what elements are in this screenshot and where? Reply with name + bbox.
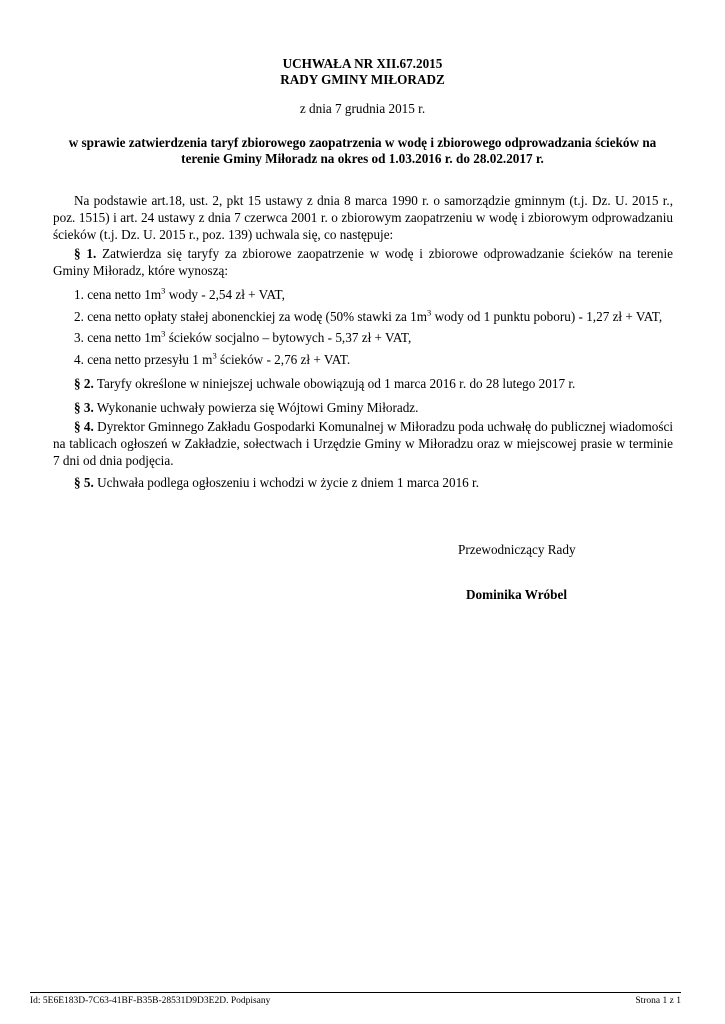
tariff-item-2 <box>53 308 694 325</box>
paragraph-5-mark: § 5. <box>74 475 94 490</box>
tariff-item-4-label: 4. cena netto przesyłu 1 m <box>74 352 213 367</box>
signatory-name: Dominika Wróbel <box>466 587 567 602</box>
tariff-item-3 <box>53 329 694 346</box>
paragraph-1-mark: § 1. <box>74 246 97 261</box>
tariff-item-1-label: 1. cena netto 1m <box>74 287 162 302</box>
paragraph-2-text: Taryfy określone w niniejszej uchwale obowiązują od 1 marca 2016 r. do 28 lutego 2017 r. <box>96 376 576 391</box>
paragraph-4-mark: § 4. <box>74 419 94 434</box>
tariff-item-1-sup: 3 <box>161 285 166 296</box>
subject-line-1: w sprawie zatwierdzenia taryf zbiorowego zaopatrzenia w wodę i zbiorowego odprowadzania ścieków na <box>68 135 657 150</box>
paragraph-2 <box>53 375 673 392</box>
tariff-item-4 <box>53 351 694 368</box>
tariff-item-4-sup: 3 <box>212 350 217 361</box>
paragraph-1-text: Zatwierdza się taryfy za zbiorowe zaopatrzenie w wodę i zbiorowe odprowadzanie ścieków na terenie Gminy Miłoradz, które wynoszą: <box>53 246 674 278</box>
paragraph-3 <box>53 399 673 416</box>
footer-divider <box>30 992 681 993</box>
page-number: Strona 1 z 1 <box>635 996 681 1006</box>
tariff-item-2-label: 2. cena netto opłaty stałej abonenckiej za wodę (50% stawki za 1m <box>74 309 428 324</box>
paragraph-5 <box>53 474 673 491</box>
paragraph-4-text: Dyrektor Gminnego Zakładu Gospodarki Komunalnej w Miłoradzu poda uchwałę do publicznej wiadomości na tablicach ogłoszeń w Zakładzie, sołectwach i Urzędzie Gminy w Miłoradzu oraz w miejscowej prasie w terminie 7 dni od dnia podjęcia. <box>53 419 674 468</box>
document-id: Id: 5E6E183D-7C63-41BF-B35B-28531D9D3E2D. Podpisany <box>30 996 271 1006</box>
tariff-item-2-sup: 3 <box>427 307 432 318</box>
resolution-title: UCHWAŁA NR XII.67.2015 <box>282 56 443 71</box>
resolution-date: z dnia 7 grudnia 2015 r. <box>299 101 426 116</box>
paragraph-5-text: Uchwała podlega ogłoszeniu i wchodzi w życie z dniem 1 marca 2016 r. <box>97 475 480 490</box>
tariff-item-3-sup: 3 <box>161 328 166 339</box>
tariff-item-2-value: wody od 1 punktu poboru) - 1,27 zł + VAT, <box>431 309 663 324</box>
paragraph-2-mark: § 2. <box>74 376 94 391</box>
paragraph-3-text: Wykonanie uchwały powierza się Wójtowi Gminy Miłoradz. <box>96 400 419 415</box>
signatory-role: Przewodniczący Rady <box>458 542 576 557</box>
tariff-item-1-value: wody - 2,54 zł + VAT, <box>165 287 285 302</box>
tariff-item-1 <box>53 286 694 303</box>
council-name: RADY GMINY MIŁORADZ <box>280 72 445 87</box>
paragraph-4 <box>53 418 673 469</box>
paragraph-3-mark: § 3. <box>74 400 94 415</box>
paragraph-1 <box>53 245 673 279</box>
tariff-item-3-value: ścieków socjalno – bytowych - 5,37 zł + VAT, <box>165 330 412 345</box>
subject-line-2: terenie Gminy Miłoradz na okres od 1.03.2016 r. do 28.02.2017 r. <box>181 151 544 166</box>
tariff-item-4-value: ścieków - 2,76 zł + VAT. <box>216 352 351 367</box>
legal-basis-paragraph: Na podstawie art.18, ust. 2, pkt 15 ustawy z dnia 8 marca 1990 r. o samorządzie gminnym (t.j. Dz. U. 2015 r., poz. 1515) i art. 24 ustawy z dnia 7 czerwca 2001 r. o zbiorowym zaopatrzeniu w wodę i zbiorowym odprowadzaniu ścieków (t.j. Dz. U. 2015 r., poz. 139) uchwala się, co następuje: <box>53 193 673 242</box>
tariff-item-3-label: 3. cena netto 1m <box>74 330 162 345</box>
